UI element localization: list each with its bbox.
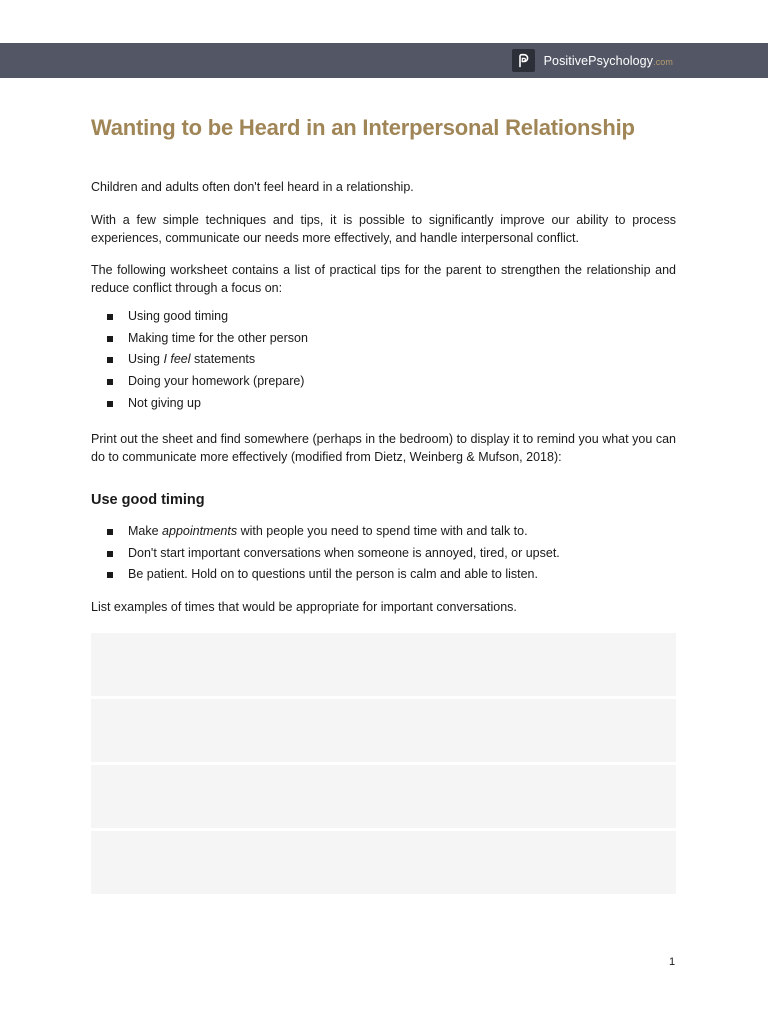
list-item-text-start: Using — [128, 352, 164, 367]
intro-paragraph-3: The following worksheet contains a list of practical tips for the parent to strengthen the relationship and reduce conflict through a focus on: — [91, 263, 676, 295]
bullet-square-icon — [107, 357, 113, 363]
list-item — [91, 393, 676, 415]
answer-field[interactable] — [91, 831, 676, 894]
list-item-text-end: with people you need to spend time with and talk to. — [237, 524, 528, 538]
page-number: 1 — [669, 956, 676, 968]
page-title: Wanting to be Heard in an Interpersonal Relationship — [91, 115, 635, 140]
list-item — [91, 371, 676, 393]
brand-name-text: PositivePsychology — [543, 53, 654, 68]
list-item-text — [128, 352, 255, 366]
answer-field[interactable] — [91, 699, 676, 762]
list-item — [91, 564, 676, 586]
bullet-square-icon — [107, 336, 113, 342]
list-item-text: Making time for the other person — [128, 330, 308, 345]
list-item-text-end: statements — [190, 352, 256, 367]
p-logo-icon — [512, 49, 535, 72]
brand-suffix: .com — [653, 56, 673, 67]
bullet-square-icon — [107, 401, 113, 407]
list-item — [91, 521, 676, 543]
print-instructions: Print out the sheet and find somewhere (perhaps in the bedroom) to display it to remind you what you can do to communicate more effectively (modified from Dietz, Weinberg & Mufson, 2018): — [91, 432, 676, 464]
list-item-text: Don't start important conversations when someone is annoyed, tired, or upset. — [128, 545, 560, 560]
list-item-text: Using good timing — [128, 309, 229, 323]
list-item — [91, 328, 676, 350]
list-item — [91, 543, 676, 565]
intro-paragraph-1: Children and adults often don't feel heard in a relationship. — [91, 180, 414, 194]
list-item-text: Doing your homework (prepare) — [128, 374, 305, 389]
list-item — [91, 349, 676, 371]
list-item — [91, 306, 676, 328]
section-prompt: List examples of times that would be appropriate for important conversations. — [91, 600, 517, 614]
answer-field[interactable] — [91, 765, 676, 828]
list-item-text: Be patient. Hold on to questions until the person is calm and able to listen. — [128, 567, 538, 582]
brand-name — [544, 54, 673, 68]
bullet-square-icon — [107, 314, 113, 320]
bullet-square-icon — [107, 572, 113, 578]
brand[interactable] — [512, 43, 673, 78]
list-item-text-start: Make — [128, 524, 163, 538]
list-item-text — [128, 524, 528, 538]
intro-paragraph-2: With a few simple techniques and tips, it is possible to significantly improve our ability to process experiences, communicate our needs more effectively, and handle interpersonal conflict. — [91, 213, 676, 245]
bullet-square-icon — [107, 529, 113, 535]
focus-list — [91, 306, 676, 414]
bullet-square-icon — [107, 551, 113, 557]
list-item-text: Not giving up — [128, 395, 201, 410]
section-heading: Use good timing — [91, 492, 205, 508]
timing-tips-list — [91, 521, 676, 586]
list-item-emphasis: appointments — [162, 524, 238, 538]
header-bar — [0, 43, 768, 78]
answer-field[interactable] — [91, 633, 676, 696]
bullet-square-icon — [107, 379, 113, 385]
list-item-emphasis: I feel — [163, 352, 191, 367]
